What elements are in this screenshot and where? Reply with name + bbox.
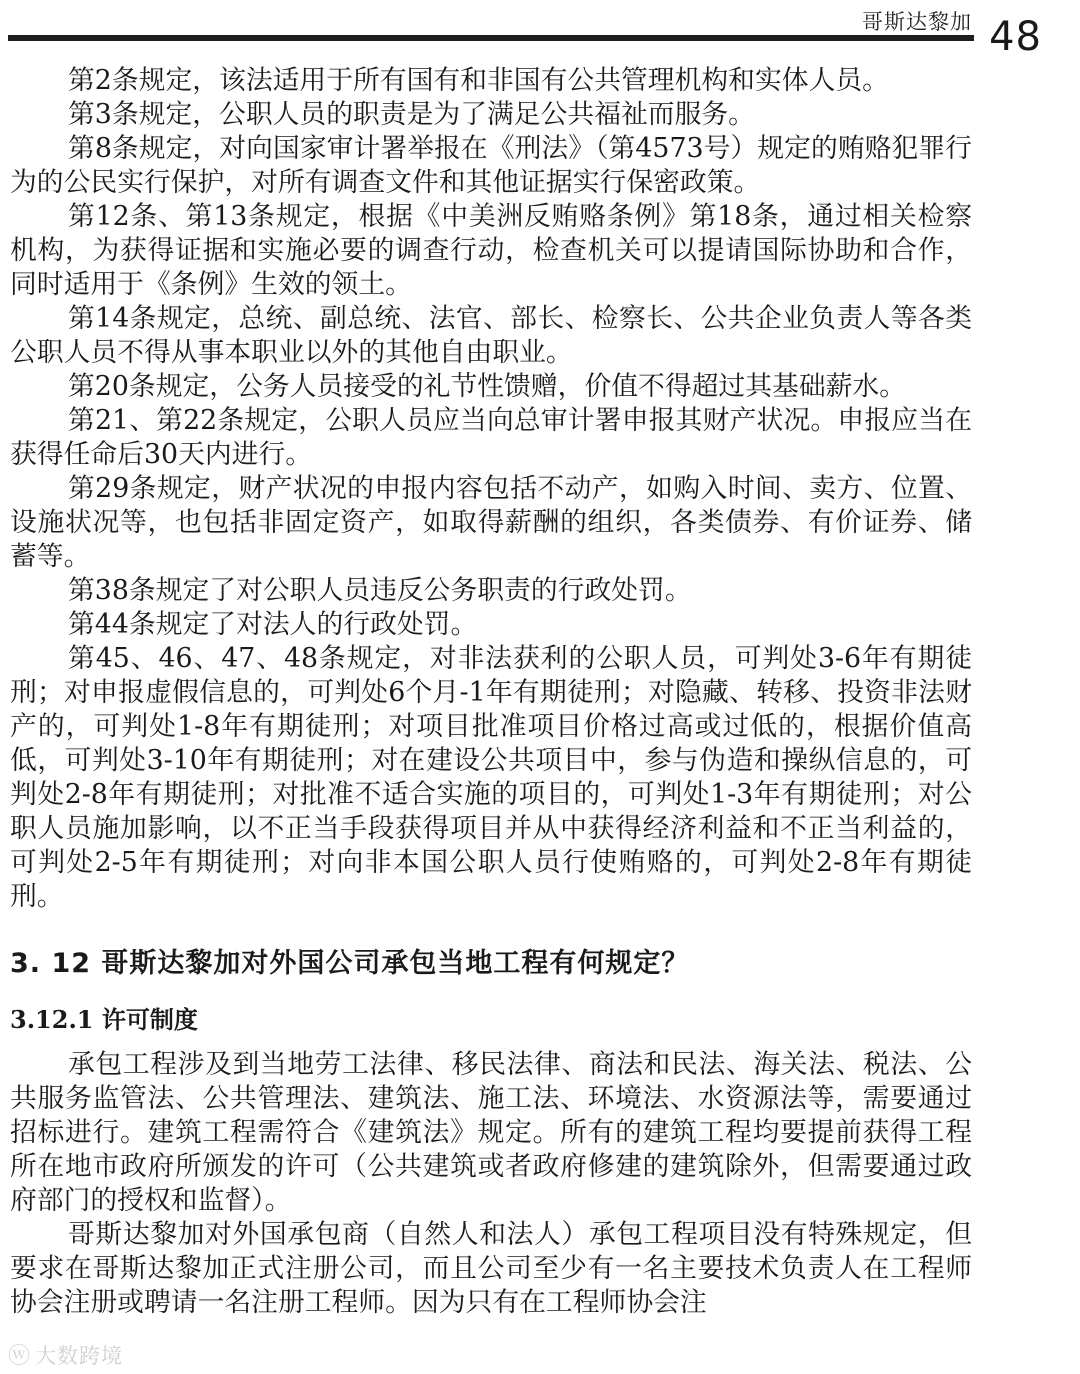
- paragraph-article-3: 第3条规定，公职人员的职责是为了满足公共福祉而服务。: [68, 99, 755, 130]
- section-heading: 3. 12 哥斯达黎加对外国公司承包当地工程有何规定？: [10, 948, 690, 979]
- paragraph-article-45-48: 第45、46、47、48条规定，对非法获利的公职人员，可判处3-6年有期徒刑；对申报虚假信息的，可判处6个月-1年有期徒刑；对隐藏、转移、投资非法财产的，可判处1-8年有期徒刑；对项目批准项目价格过高或过低的，根据价值高低，可判处3-10年有期徒刑；对在建设公共项目中，参与伪造和操纵信息的，可判处2-8年有期徒刑；对批准不适合实施的项目的，可判处1-3年有期徒刑；对公职人员施加影响，以不正当手段获得项目并从中获得经济利益和不正当利益的，可判处2-5年有期徒刑；对向非本国公职人员行使贿赂的，可判处2-8年有期徒刑。: [10, 643, 972, 912]
- paragraph-article-12-13: 第12条、第13条规定，根据《中美洲反贿赂条例》第18条，通过相关检察机构，为获得证据和实施必要的调查行动，检查机关可以提请国际协助和合作，同时适用于《条例》生效的领土。: [10, 201, 972, 300]
- running-header-country: 哥斯达黎加: [862, 10, 972, 34]
- paragraph-article-8: 第8条规定，对向国家审计署举报在《刑法》（第4573号）规定的贿赂犯罪行为的公民实行保护，对所有调查文件和其他证据实行保密政策。: [10, 133, 972, 198]
- paragraph-article-29: 第29条规定，财产状况的申报内容包括不动产，如购入时间、卖方、位置、设施状况等，也包括非固定资产，如取得薪酬的组织，各类债券、有价证券、储蓄等。: [10, 473, 972, 572]
- header-rule: [8, 35, 974, 41]
- paragraph-article-2: 第2条规定，该法适用于所有国有和非国有公共管理机构和实体人员。: [68, 65, 889, 96]
- watermark: [8, 1339, 123, 1370]
- paragraph-foreign-contractors: 哥斯达黎加对外国承包商（自然人和法人）承包工程项目没有特殊规定，但要求在哥斯达黎加正式注册公司，而且公司至少有一名主要技术负责人在工程师协会注册或聘请一名注册工程师。因为只有在工程师协会注: [10, 1219, 972, 1318]
- paragraph-article-14: 第14条规定，总统、副总统、法官、部长、检察长、公共企业负责人等各类公职人员不得从事本职业以外的其他自由职业。: [10, 303, 972, 368]
- page-body: [10, 64, 972, 1320]
- paragraph-article-20: 第20条规定，公务人员接受的礼节性馈赠，价值不得超过其基础薪水。: [68, 371, 907, 402]
- paragraph-article-44: 第44条规定了对法人的行政处罚。: [68, 609, 478, 640]
- subsection-heading: 3.12.1 许可制度: [10, 1005, 198, 1034]
- watermark-text: 大数跨境: [35, 1344, 124, 1368]
- paragraph-article-38: 第38条规定了对公职人员违反公务职责的行政处罚。: [68, 575, 692, 606]
- page-number: 48: [989, 14, 1042, 60]
- paragraph-permit-laws: 承包工程涉及到当地劳工法律、移民法律、商法和民法、海关法、税法、公共服务监管法、公共管理法、建筑法、施工法、环境法、水资源法等，需要通过招标进行。建筑工程需符合《建筑法》规定。所有的建筑工程均要提前获得工程所在地市政府所颁发的许可（公共建筑或者政府修建的建筑除外，但需要通过政府部门的授权和监督）。: [10, 1049, 972, 1216]
- paragraph-article-21-22: 第21、第22条规定，公职人员应当向总审计署申报其财产状况。申报应当在获得任命后30天内进行。: [10, 405, 972, 470]
- weibo-icon: ⓦ: [8, 1344, 32, 1369]
